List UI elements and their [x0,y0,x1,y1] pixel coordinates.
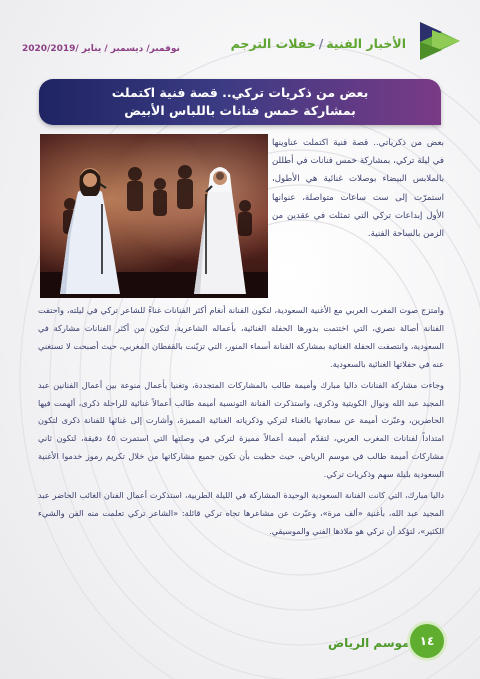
article-title-line-1: بعض من ذكريات تركي.. قصة فنية اكتملت [111,85,369,100]
article-body [38,302,444,544]
article-title-line-2: بمشاركة خمس فنانات باللباس الأبيض [124,103,356,118]
intro-paragraph: بعض من ذكرياتي.. قصة فنية اكتملت عناوينها في ليلة تركي، بمشاركة خمس فنانات في أطللن بالملابس البيضاء بوصلات غنائية هي الأطول، استمرّت إلى ست ساعات متواصلة، عنوانها الأول إبداعات تركي التي تمثلت في عقدين من الزمن بالساحة الفنية. [272,138,444,240]
body-paragraph-3: داليا مبارك، التي كانت الفنانة السعودية الوحيدة المشاركة في الليلة الطربية، استذكرت أعمال الفنان الغائب الحاضر عبد المجيد عبد الله، بأغنية «ألف مرة»، وعبّرت عن مشاعرها تجاه تركي قائلة: «الشاعر تركي تعلمت منه الفن والشيء الكثير»، لتؤكد أن تركي هو ملاذها الفني والموسيقي. [38,490,444,536]
issue-date: نوفمبر/ ديسمبر / يناير /2020/2019 [22,44,180,54]
concert-photo [40,134,268,298]
body-paragraph-2: وجاءت مشاركة الفنانات داليا مبارك وأميمة طالب بالمشاركات المتجددة، وتغنيا بأعمال منوعة بين أعمال الفنانين عبد المجيد عبد الله ونوال الكويتية وذكرى، واستذكرت الفنانة التونسية أميمة طالب أعمالاً غنائية للراحلة ذكرى، ألهمت فيها الحاضرين، وعبّرت أميمة عن سعادتها بالغناء لتركي وذكرياته الغنائية المميزة، وأشارت إلى غنائها للفنانة ذكرى لتكون امتداداً لفنانات المغرب العربي، لتقدّم أميمة أعمالاً مميزة لتركي في وصلتها التي استمرت ٤٥ دقيقة، لتكون ثاني مشاركات أميمة طالب في موسم الرياض، حيث حظيت بأن تكون جميع مشاركاتها من خلال تكريم رموز خدموا الأغنية السعودية بليلة سهم وذكريات تركي. [38,379,444,480]
article-title-banner [39,79,441,125]
triangle-logo-icon [412,18,468,64]
footer-season-label: موسم الرياض [328,636,410,650]
page-number-badge: ١٤ [410,624,444,658]
singers-on-stage-image [40,134,268,298]
page-header [0,18,480,64]
header-section-title: الأخبار الفنية/حفلات الترجم [230,36,406,51]
body-paragraph-1: وامتزج صوت المغرب العربي مع الأغنية السعودية، لتكون الفنانة أنغام أكثر الفنانات غناءً للشاعر تركي في ليلته، واحتفت الفنانة أصالة نصري، التي اختتمت بدورها الحفلة الغنائية، بأعماله الشاعرية، لتكون من أكثر الفنانات مشاركة في السعودية، وانتصفت الحفلة الغنائية بمشاركة الفنانة أسماء المنور، التي تزيّنت بالقفطان المغربي، حيث أصبحت لا تستغني عنه في حفلاتها الغنائية بالسعودية. [38,305,444,369]
